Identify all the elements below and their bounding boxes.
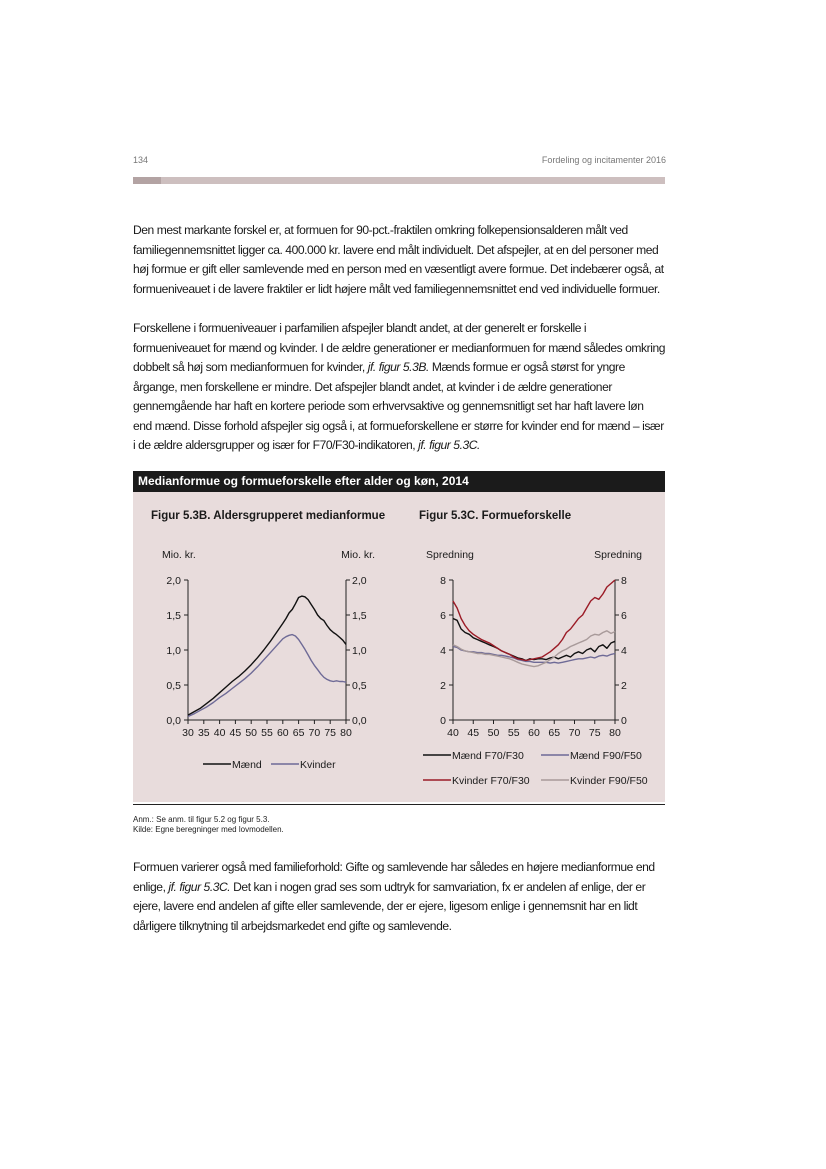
chart-b-legend — [203, 759, 336, 771]
c-legend-label: Mænd F70/F30 — [452, 750, 524, 762]
paragraph-1: Den mest markante forskel er, at formuen for 90-pct.-fraktilen omkring folkepensionsalderen målt ved familiegennemsnittet ligger ca. 400.000 kr. lavere end målt individuelt. Det afspejler, at en del personer med høj formue er gift eller samlevende med en person med en væsentligt avere formue. Det indebærer også, at formueniveauet i de lavere fraktiler er lidt højere målt ved familiegennemsnittet end ved individuelle formuer. — [133, 223, 664, 296]
c-xtick-label: 60 — [528, 727, 540, 739]
b-xtick-label: 65 — [292, 727, 305, 739]
b-xtick-label: 55 — [261, 727, 273, 739]
c-legend-label: Kvinder F70/F30 — [452, 775, 530, 787]
b-xtick-label: 40 — [213, 727, 226, 739]
c-ytick-label-left: 4 — [440, 645, 446, 657]
b-xtick-label: 45 — [229, 727, 242, 739]
figure-box-title: Medianformue og formueforskelle efter alder og køn, 2014 — [133, 471, 665, 492]
c-xtick-label: 65 — [548, 727, 561, 739]
b-ytick-label-right: 1,0 — [352, 645, 367, 657]
c-ytick-label-right: 0 — [621, 715, 627, 727]
c-ytick-label-right: 8 — [621, 575, 627, 587]
c-ytick-label-left: 2 — [440, 680, 446, 692]
page-number: 134 — [133, 155, 149, 165]
note-anm: Anm.: Se anm. til figur 5.2 og figur 5.3. — [133, 815, 270, 824]
c-xtick-label: 40 — [447, 727, 459, 739]
b-ytick-label-left: 2,0 — [166, 575, 181, 587]
figure-reference-5-3b: jf. figur 5.3B. — [367, 360, 429, 374]
c-xtick-label: 45 — [467, 727, 480, 739]
chart-c-ylabel-left: Spredning — [426, 549, 474, 561]
c-legend-label: Kvinder F90/F50 — [570, 775, 648, 787]
running-header: Fordeling og incitamenter 2016 — [541, 155, 666, 165]
note-kilde: Kilde: Egne beregninger med lovmodellen. — [133, 825, 284, 834]
b-xtick-label: 70 — [308, 727, 321, 739]
b-xtick-label: 35 — [197, 727, 210, 739]
c-xtick-label: 75 — [588, 727, 601, 739]
b-ytick-label-left: 0,5 — [166, 680, 181, 692]
paragraph-3-text-a: Formuen varierer også med familieforhold: Gifte og samlevende har således en højere medianformue end enlige, — [133, 860, 655, 894]
c-ytick-label-left: 6 — [440, 610, 446, 622]
b-ytick-label-right: 2,0 — [352, 575, 367, 587]
c-ytick-label-right: 4 — [621, 645, 627, 657]
chart-c-lines — [453, 580, 615, 667]
b-xtick-label: 80 — [340, 727, 352, 739]
chart-b-title: Figur 5.3B. Aldersgrupperet medianformue — [151, 510, 386, 522]
b-xtick-label: 75 — [324, 727, 337, 739]
b-xtick-label: 50 — [245, 727, 258, 739]
paragraph-3 — [133, 858, 665, 936]
chart-b-ylabel-left: Mio. kr. — [162, 549, 196, 561]
figure-box-bottom-rule — [133, 804, 665, 805]
figure-notes — [133, 815, 284, 835]
paragraph-3-text-b: Det kan i nogen grad ses som udtryk for samvariation, fx er andelen af enlige, der er ejere, lavere end andelen af gifte eller samlevende, der er ejere, ligesom enlige i gennemsnit har en lidt dårligere tilknytning til arbejdsmarkedet end gifte og samlevende. — [133, 879, 646, 933]
c-ytick-label-left: 8 — [440, 575, 446, 587]
chart-c-title: Figur 5.3C. Formueforskelle — [419, 510, 572, 522]
b-legend-label: Kvinder — [300, 759, 336, 771]
paragraph-2-text-b: Mænds formue er også størst for yngre årgange, men forskellene er mindre. Det afspejler blandt andet, at kvinder i de ældre generationer gennemgående har haft en kortere periode som erhvervsaktive og gennemsnitligt set har haft lavere løn end mænd. Disse forhold afspejler sig også i, at formueforskellene er større for kvinder end for mænd – især i de ældre aldersgrupper og især for F70/F30-indikatoren, — [133, 360, 664, 452]
b-ytick-label-right: 1,5 — [352, 610, 367, 622]
b-legend-label: Mænd — [232, 759, 262, 771]
b-xtick-label: 60 — [276, 727, 289, 739]
figure-reference-5-3c: jf. figur 5.3C. — [418, 438, 480, 452]
c-ytick-label-right: 6 — [621, 610, 627, 622]
b-ytick-label-left: 1,5 — [166, 610, 181, 622]
c-xtick-label: 50 — [487, 727, 500, 739]
paragraph-2-text-a: Forskellene i formueniveauer i parfamilien afspejler blandt andet, at der generelt er forskelle i formueniveauet for mænd og kvinder. I de ældre generationer er medianformuen for mænd således omkring dobbelt så høj som medianformuen for kvinder, — [133, 321, 665, 374]
c-legend-label: Mænd F90/F50 — [570, 750, 642, 762]
b-ytick-label-left: 1,0 — [166, 645, 181, 657]
b-ytick-label-right: 0,0 — [352, 715, 367, 727]
b-xtick-label: 30 — [182, 727, 194, 739]
chart-c-legend — [423, 750, 648, 787]
chart-c-ylabel-right: Spredning — [594, 549, 642, 561]
b-ytick-label-left: 0,0 — [166, 715, 181, 727]
c-xtick-label: 55 — [507, 727, 520, 739]
figure-reference-5-3c-2: jf. figur 5.3C. — [168, 879, 231, 894]
c-ytick-label-right: 2 — [621, 680, 627, 692]
chart-b-lines — [188, 596, 346, 716]
c-xtick-label: 80 — [609, 727, 621, 739]
chart-b-ylabel-right: Mio. kr. — [341, 549, 375, 561]
c-ytick-label-left: 0 — [440, 715, 446, 727]
chart-5-3c — [419, 510, 648, 787]
b-ytick-label-right: 0,5 — [352, 680, 367, 692]
c-xtick-label: 70 — [568, 727, 581, 739]
chart-5-3b — [151, 510, 385, 771]
